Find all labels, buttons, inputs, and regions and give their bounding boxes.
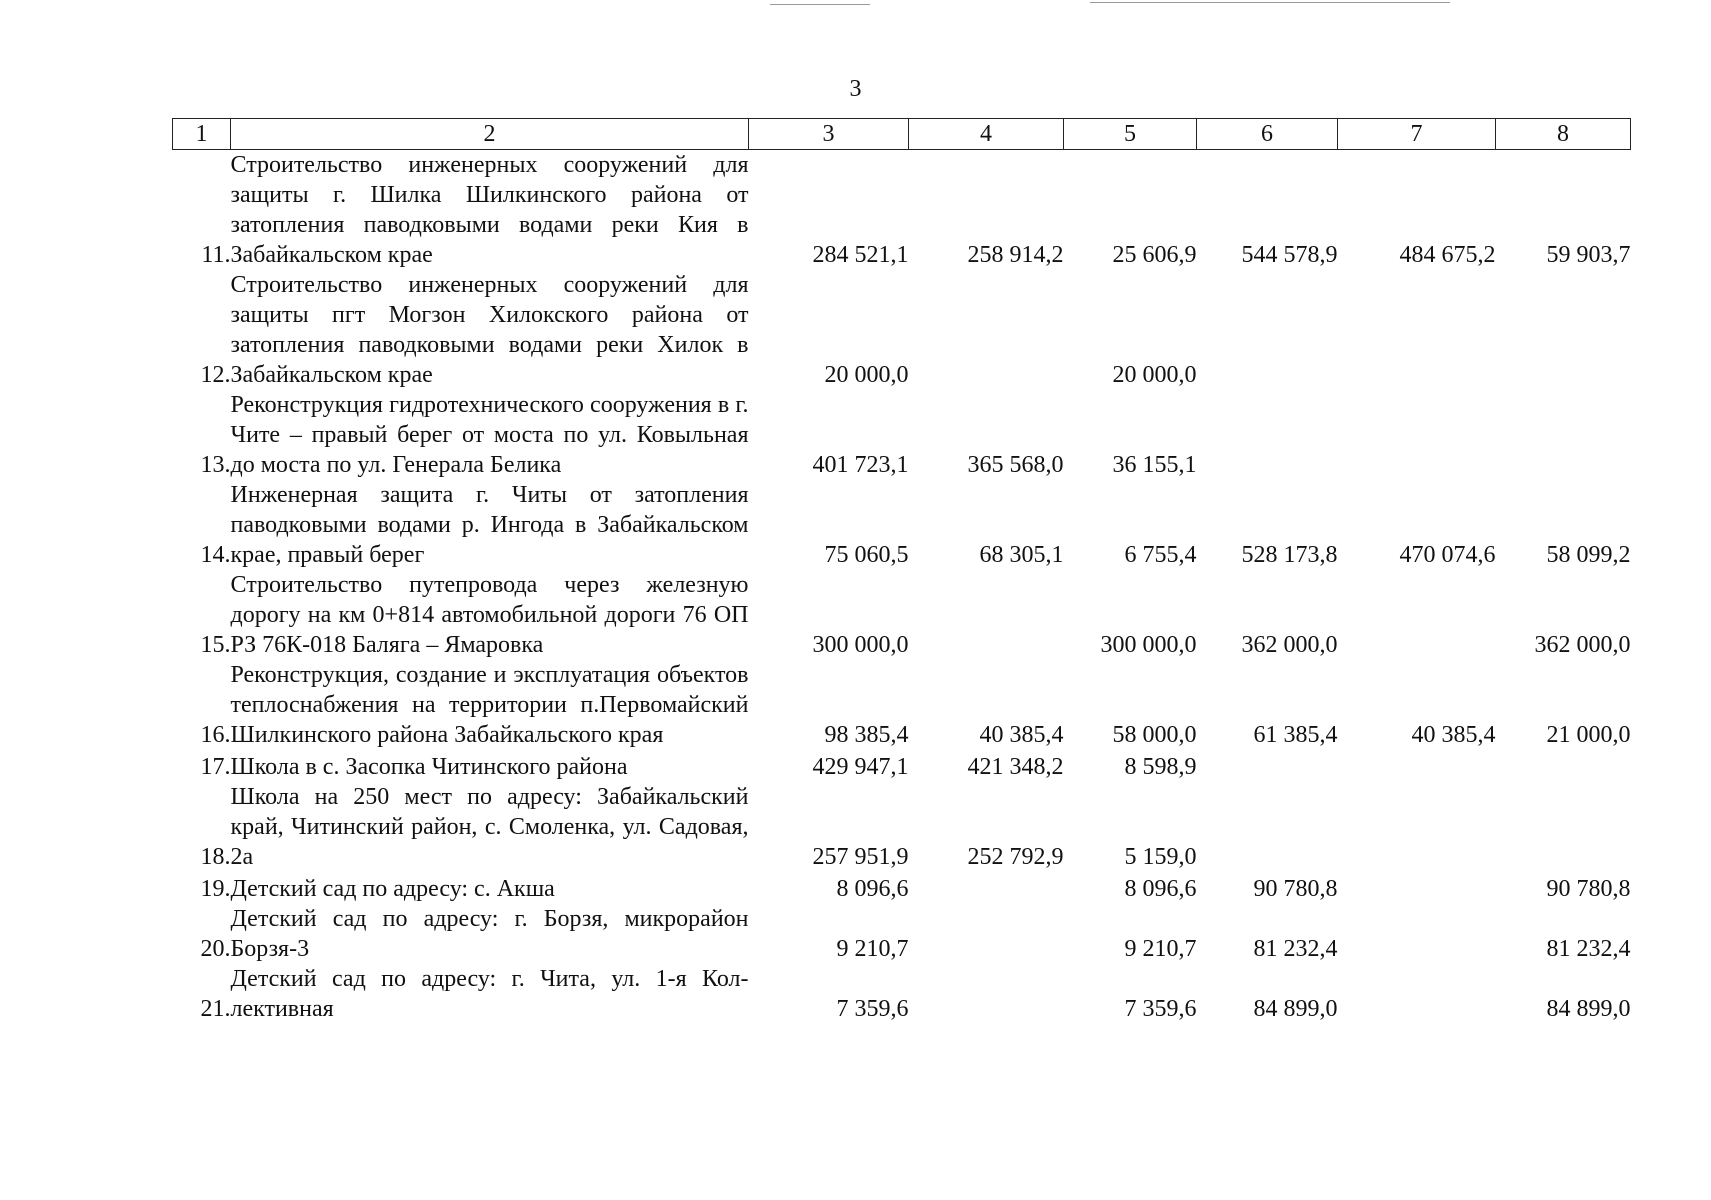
- value-col-6: 362 000,0: [1241, 632, 1338, 658]
- value-col-6: [1197, 270, 1338, 390]
- column-header: 3: [749, 119, 909, 150]
- row-number: 14.: [200, 542, 231, 568]
- column-header: 5: [1064, 119, 1197, 150]
- column-header: 2: [231, 119, 749, 150]
- table-row: [173, 150, 1631, 271]
- value-col-6: 90 780,8: [1253, 876, 1338, 902]
- value-col-8: 21 000,0: [1546, 722, 1631, 748]
- value-col-4: 68 305,1: [979, 542, 1064, 568]
- value-col-8: 59 903,7: [1546, 242, 1631, 268]
- value-col-7: [1338, 570, 1496, 660]
- value-col-6: 84 899,0: [1253, 996, 1338, 1022]
- value-col-3: 284 521,1: [812, 242, 909, 268]
- projects-table: [172, 118, 1631, 1024]
- column-number-header-row: [173, 119, 1631, 150]
- table-row: [173, 270, 1631, 390]
- table-row: [173, 782, 1631, 872]
- value-col-4: [909, 270, 1064, 390]
- value-col-4: 40 385,4: [979, 722, 1064, 748]
- value-col-5: 8 096,6: [1124, 876, 1197, 902]
- value-col-3: 429 947,1: [812, 754, 909, 780]
- value-col-8: [1496, 750, 1631, 782]
- value-col-5: 300 000,0: [1100, 632, 1197, 658]
- value-col-3: 257 951,9: [812, 844, 909, 870]
- row-number: 16.: [200, 722, 231, 748]
- value-col-4: [909, 570, 1064, 660]
- value-col-3: 98 385,4: [824, 722, 909, 748]
- row-number: 11.: [201, 242, 231, 268]
- row-number: 17.: [200, 754, 231, 780]
- value-col-3: 8 096,6: [836, 876, 909, 902]
- row-number: 18.: [200, 844, 231, 870]
- value-col-5: 7 359,6: [1124, 996, 1197, 1022]
- value-col-8: [1496, 270, 1631, 390]
- value-col-8: 90 780,8: [1546, 876, 1631, 902]
- scan-artifact-line: [1090, 2, 1450, 3]
- value-col-3: 9 210,7: [836, 936, 909, 962]
- value-col-7: [1338, 904, 1496, 964]
- project-name: Школа на 250 мест по адресу: Забайкальский край, Читинский район, с. Смоленка, ул. Садовая, 2а: [230, 784, 749, 870]
- value-col-4: 252 792,9: [967, 844, 1064, 870]
- table-row: [173, 964, 1631, 1024]
- value-col-3: 20 000,0: [824, 362, 909, 388]
- value-col-6: [1197, 750, 1338, 782]
- project-name: Детский сад по адресу: г. Борзя, микрорайон Борзя-3: [230, 906, 749, 962]
- value-col-5: 58 000,0: [1112, 722, 1197, 748]
- column-header: 7: [1338, 119, 1496, 150]
- value-col-5: 20 000,0: [1112, 362, 1197, 388]
- project-name: Инженерная защита г. Читы от затопления паводковыми водами р. Ингода в Забайкальском крае, правый берег: [230, 482, 749, 568]
- value-col-5: 9 210,7: [1124, 936, 1197, 962]
- value-col-5: 6 755,4: [1124, 542, 1197, 568]
- column-header: 4: [909, 119, 1064, 150]
- value-col-5: 25 606,9: [1112, 242, 1197, 268]
- value-col-5: 5 159,0: [1124, 844, 1197, 870]
- row-number: 12.: [200, 362, 231, 388]
- value-col-4: [909, 964, 1064, 1024]
- project-name: Детский сад по адресу: г. Чита, ул. 1-я Коллективная: [230, 966, 749, 1022]
- value-col-6: [1197, 782, 1338, 872]
- value-col-6: 528 173,8: [1241, 542, 1338, 568]
- row-number: 20.: [200, 936, 231, 962]
- table-row: [173, 750, 1631, 782]
- table-row: [173, 660, 1631, 750]
- value-col-8: [1496, 782, 1631, 872]
- value-col-4: 258 914,2: [967, 242, 1064, 268]
- value-col-5: 36 155,1: [1112, 452, 1197, 478]
- project-name: Детский сад по адресу: с. Акша: [230, 876, 555, 902]
- value-col-3: 75 060,5: [824, 542, 909, 568]
- value-col-7: [1338, 270, 1496, 390]
- column-header: 1: [173, 119, 231, 150]
- row-number: 13.: [200, 452, 231, 478]
- value-col-6: 81 232,4: [1253, 936, 1338, 962]
- row-number: 15.: [200, 632, 231, 658]
- table-row: [173, 480, 1631, 570]
- value-col-5: 8 598,9: [1124, 754, 1197, 780]
- table-row: [173, 904, 1631, 964]
- value-col-3: 7 359,6: [836, 996, 909, 1022]
- value-col-7: [1338, 872, 1496, 904]
- project-name: Реконструкция гидротехнического сооружения в г. Чите – правый берег от моста по ул. Ковыльная до моста по ул. Генерала Белика: [230, 392, 749, 478]
- value-col-6: [1197, 390, 1338, 480]
- project-name: Строительство инженерных сооружений для защиты пгт Могзон Хилокского района от затопления паводковыми водами реки Хилок в Забайкальском крае: [230, 272, 749, 388]
- value-col-6: 544 578,9: [1241, 242, 1338, 268]
- row-number: 19.: [200, 876, 231, 902]
- row-number: 21.: [200, 996, 231, 1022]
- project-name: Реконструкция, создание и эксплуатация объектов теплоснабжения на территории п.Первомайский Шилкинского района Забайкальского края: [230, 662, 749, 748]
- value-col-4: 421 348,2: [967, 754, 1064, 780]
- value-col-3: 401 723,1: [812, 452, 909, 478]
- project-name: Строительство путепровода через железную дорогу на км 0+814 автомобильной дороги 76 ОП РЗ 76К-018 Баляга – Ямаровка: [230, 572, 749, 658]
- value-col-7: [1338, 964, 1496, 1024]
- table-row: [173, 872, 1631, 904]
- value-col-7: [1338, 390, 1496, 480]
- table-row: [173, 570, 1631, 660]
- project-name: Школа в с. Засопка Читинского района: [230, 754, 628, 780]
- scan-artifact-line: [770, 4, 870, 5]
- value-col-4: [909, 904, 1064, 964]
- value-col-7: 470 074,6: [1399, 542, 1496, 568]
- value-col-8: 58 099,2: [1546, 542, 1631, 568]
- value-col-7: [1338, 750, 1496, 782]
- value-col-3: 300 000,0: [812, 632, 909, 658]
- value-col-8: 84 899,0: [1546, 996, 1631, 1022]
- value-col-4: 365 568,0: [967, 452, 1064, 478]
- value-col-6: 61 385,4: [1253, 722, 1338, 748]
- column-header: 6: [1197, 119, 1338, 150]
- value-col-7: 40 385,4: [1411, 722, 1496, 748]
- value-col-8: 81 232,4: [1546, 936, 1631, 962]
- value-col-7: [1338, 782, 1496, 872]
- value-col-4: [909, 872, 1064, 904]
- value-col-8: 362 000,0: [1534, 632, 1631, 658]
- value-col-7: 484 675,2: [1399, 242, 1496, 268]
- value-col-8: [1496, 390, 1631, 480]
- project-name: Строительство инженерных сооружений для защиты г. Шилка Шилкинского района от затопления паводковыми водами реки Кия в Забайкальском крае: [230, 152, 749, 268]
- page-number: 3: [849, 76, 862, 102]
- table-row: [173, 390, 1631, 480]
- column-header: 8: [1496, 119, 1631, 150]
